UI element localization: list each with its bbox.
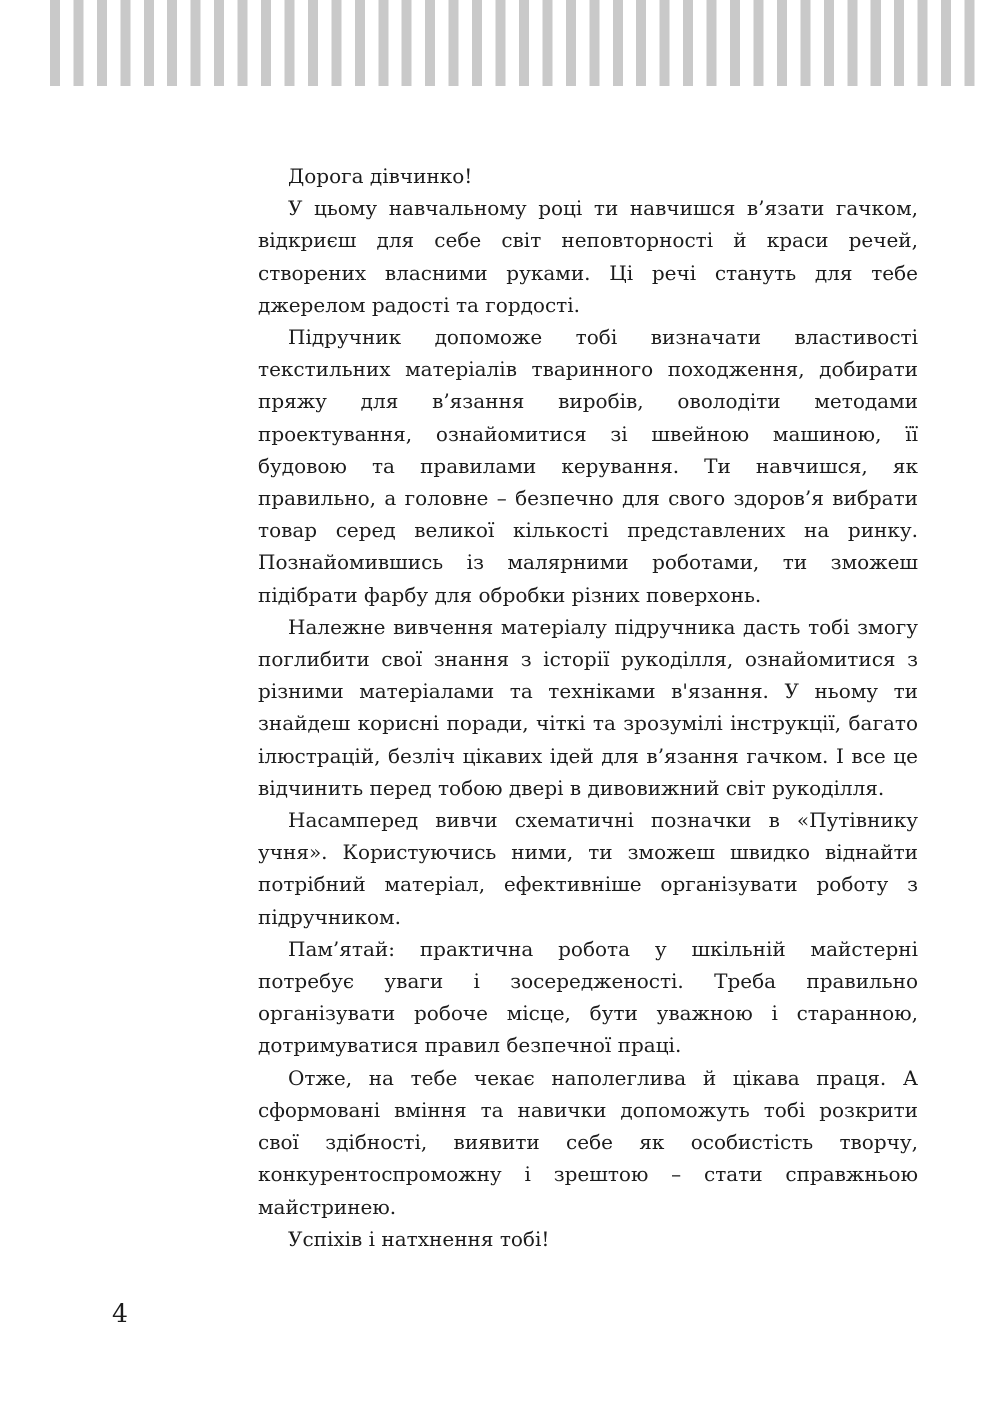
paragraph-outcome: Отже, на тебе чекає наполеглива й цікава праця. А сформовані вміння та навички допоможуть тобі розкрити свої здібності, виявити себе як особистість творчу, конкурентоспроможну і зрештою – стати справжньою майстринею. xyxy=(258,1065,918,1219)
greeting: Дорога дівчинко! xyxy=(288,164,473,188)
body-text xyxy=(258,160,918,1255)
page-number: 4 xyxy=(112,1299,128,1328)
paragraph-study: Належне вивчення матеріалу підручника дасть тобі змогу поглибити свої знання з історії рукоділля, ознайомитися з різними матеріалами та техніками в'язання. У ньому ти знайдеш корисні поради, чіткі та зрозумілі інструкції, багато ілюстрацій, безліч цікавих ідей для в’язання гачком. І все це відчинить перед тобою двері в дивовижний світ рукоділля. xyxy=(258,614,918,800)
paragraph-textbook: Підручник допоможе тобі визначати властивості текстильних матеріалів тваринного походження, добирати пряжу для в’язання виробів, оволодіти методами проектування, ознайомитися зі швейною машиною, її будовою та правилами керування. Ти навчишся, як правильно, а головне – безпечно для свого здоров’я вибрати товар серед великої кількості представлених на ринку. Познайомившись із малярними роботами, ти зможеш підібрати фарбу для обробки різних поверхонь. xyxy=(258,325,918,607)
header-stripes-decoration xyxy=(50,0,976,86)
paragraph-intro: У цьому навчальному році ти навчишся в’язати гачком, відкриєш для себе світ неповторності й краси речей, створених власними руками. Ці речі стануть для тебе джерелом радості та гордості. xyxy=(258,196,918,317)
paragraph-safety: Пам’ятай: практична робота у шкільній майстерні потребує уваги і зосередженості. Треба правильно організувати робоче місце, бути уважною і старанною, дотримуватися правил безпечної праці. xyxy=(258,936,918,1058)
paragraph-guide: Насамперед вивчи схематичні позначки в «Путівнику учня». Користуючись ними, ти зможеш швидко віднайти потрібний матеріал, ефективніше організувати роботу з підручником. xyxy=(258,808,918,929)
closing-wish: Успіхів і натхнення тобі! xyxy=(288,1226,550,1251)
